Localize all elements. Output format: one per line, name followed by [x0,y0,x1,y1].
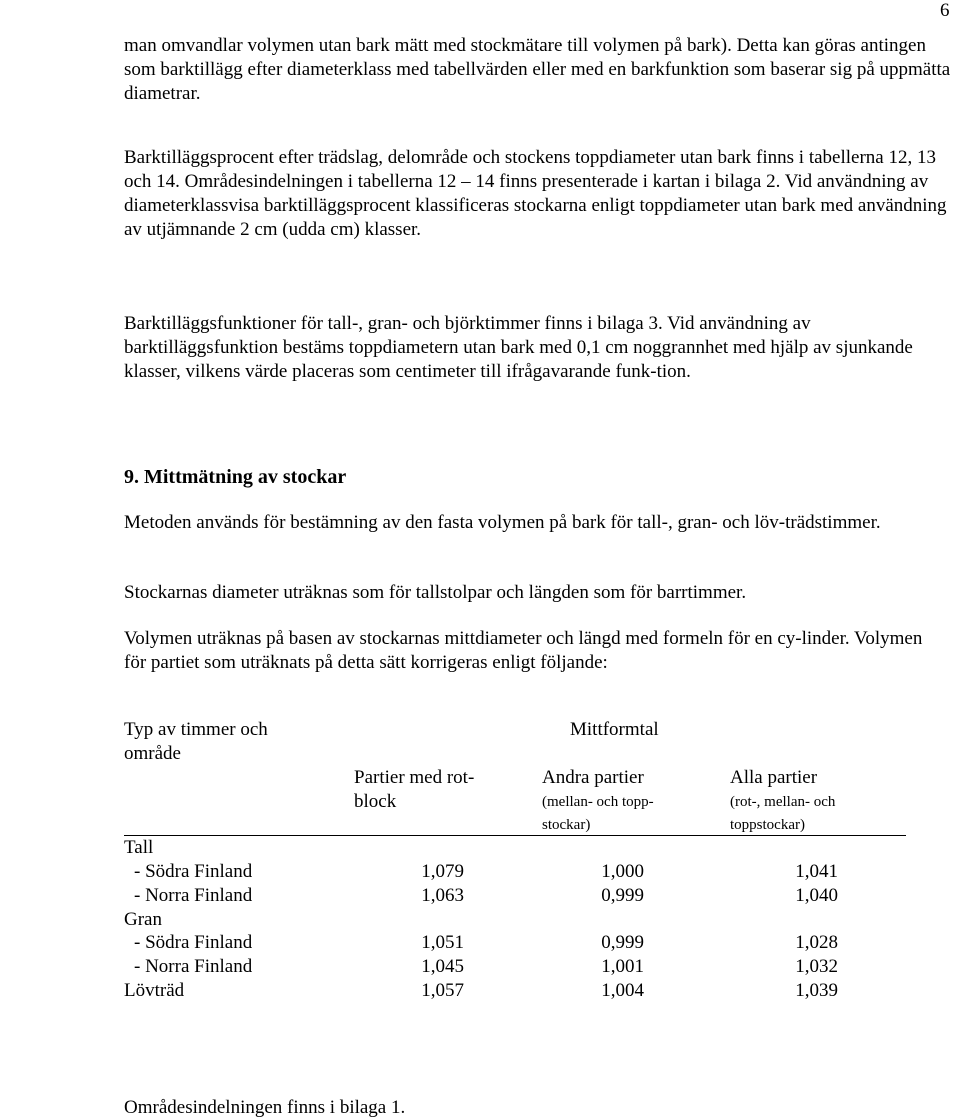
table-cell-col2: 1,001 [601,956,644,977]
table-cell-col1: 1,051 [421,932,464,953]
table-cell-col3: 1,040 [795,885,838,906]
table-cell-col2: 0,999 [601,932,644,953]
table-header-type-line2: område [124,743,181,764]
table-header-col2: Andra partier [542,767,644,788]
paragraph-bark-conversion: man omvandlar volymen utan bark mätt med stockmätare till volymen på bark). Detta kan göras antingen som barktillägg efter diameterklass med tabellvärden eller med en barkfunktion som baserar sig på uppmätta diametrar. [124,35,951,104]
table-cell-col3: 1,041 [795,861,838,882]
table-cell-col2: 0,999 [601,885,644,906]
paragraph-bark-percentage: Barktilläggsprocent efter trädslag, delområde och stockens toppdiameter utan bark finns i tabellerna 12, 13 och 14. Områdesindelningen i tabellerna 12 – 14 finns presenterade i kartan i bilaga 2. Vid användning av diameterklassvisa barktilläggsprocent klassificeras stockarna enligt toppdiameter utan bark med användning av utjämnande 2 cm (udda cm) klasser. [124,147,947,240]
table-header-col2-sub2: stockar) [542,817,591,833]
table-cell-col1: 1,063 [421,885,464,906]
page-number: 6 [940,0,950,21]
table-row-label: - Södra Finland [134,861,253,882]
paragraph-volume: Volymen uträknas på basen av stockarnas mittdiameter och längd med formeln för en cy-linder. Volymen för partiet som uträknats på detta sätt korrigeras enligt följande: [124,628,923,673]
table-row-label: - Södra Finland [134,932,253,953]
paragraph-bark-functions: Barktilläggsfunktioner för tall-, gran- och björktimmer finns i bilaga 3. Vid användning av barktilläggsfunktion bestäms toppdiametern utan bark med 0,1 cm noggrannhet med hjälp av sjunkande klasser, vilkens värde placeras som centimeter till ifrågavarande funk-tion. [124,313,913,382]
table-header-col1-line1: Partier med rot- [354,767,475,788]
table-cell-col3: 1,032 [795,956,838,977]
form-factor-table [124,719,924,1009]
table-row-label: Lövträd [124,980,185,1001]
table-row-label: - Norra Finland [134,956,253,977]
table-row-label: Tall [124,837,154,858]
footer-note: Områdesindelningen finns i bilaga 1. [124,1097,406,1118]
table-cell-col3: 1,028 [795,932,838,953]
table-cell-col1: 1,079 [421,861,464,882]
table-header-col3: Alla partier [730,767,818,788]
table-header-col2-sub1: (mellan- och topp- [542,794,654,810]
table-cell-col3: 1,039 [795,980,838,1001]
table-row-label: Gran [124,909,162,930]
table-cell-col1: 1,057 [421,980,464,1001]
table-header-col3-sub1: (rot-, mellan- och [730,794,836,810]
table-cell-col2: 1,004 [601,980,644,1001]
paragraph-method: Metoden används för bestämning av den fasta volymen på bark för tall-, gran- och löv-trädstimmer. [124,512,881,533]
table-cell-col1: 1,045 [421,956,464,977]
table-rule [124,835,906,836]
section-heading: 9. Mittmätning av stockar [124,466,347,488]
table-header-col1-line2: block [354,791,397,812]
table-cell-col2: 1,000 [601,861,644,882]
table-header-type-line1: Typ av timmer och [124,719,268,740]
table-group-header: Mittformtal [570,719,659,740]
paragraph-diameter: Stockarnas diameter uträknas som för tallstolpar och längden som för barrtimmer. [124,582,747,603]
table-header-col3-sub2: toppstockar) [730,817,805,833]
table-row-label: - Norra Finland [134,885,253,906]
